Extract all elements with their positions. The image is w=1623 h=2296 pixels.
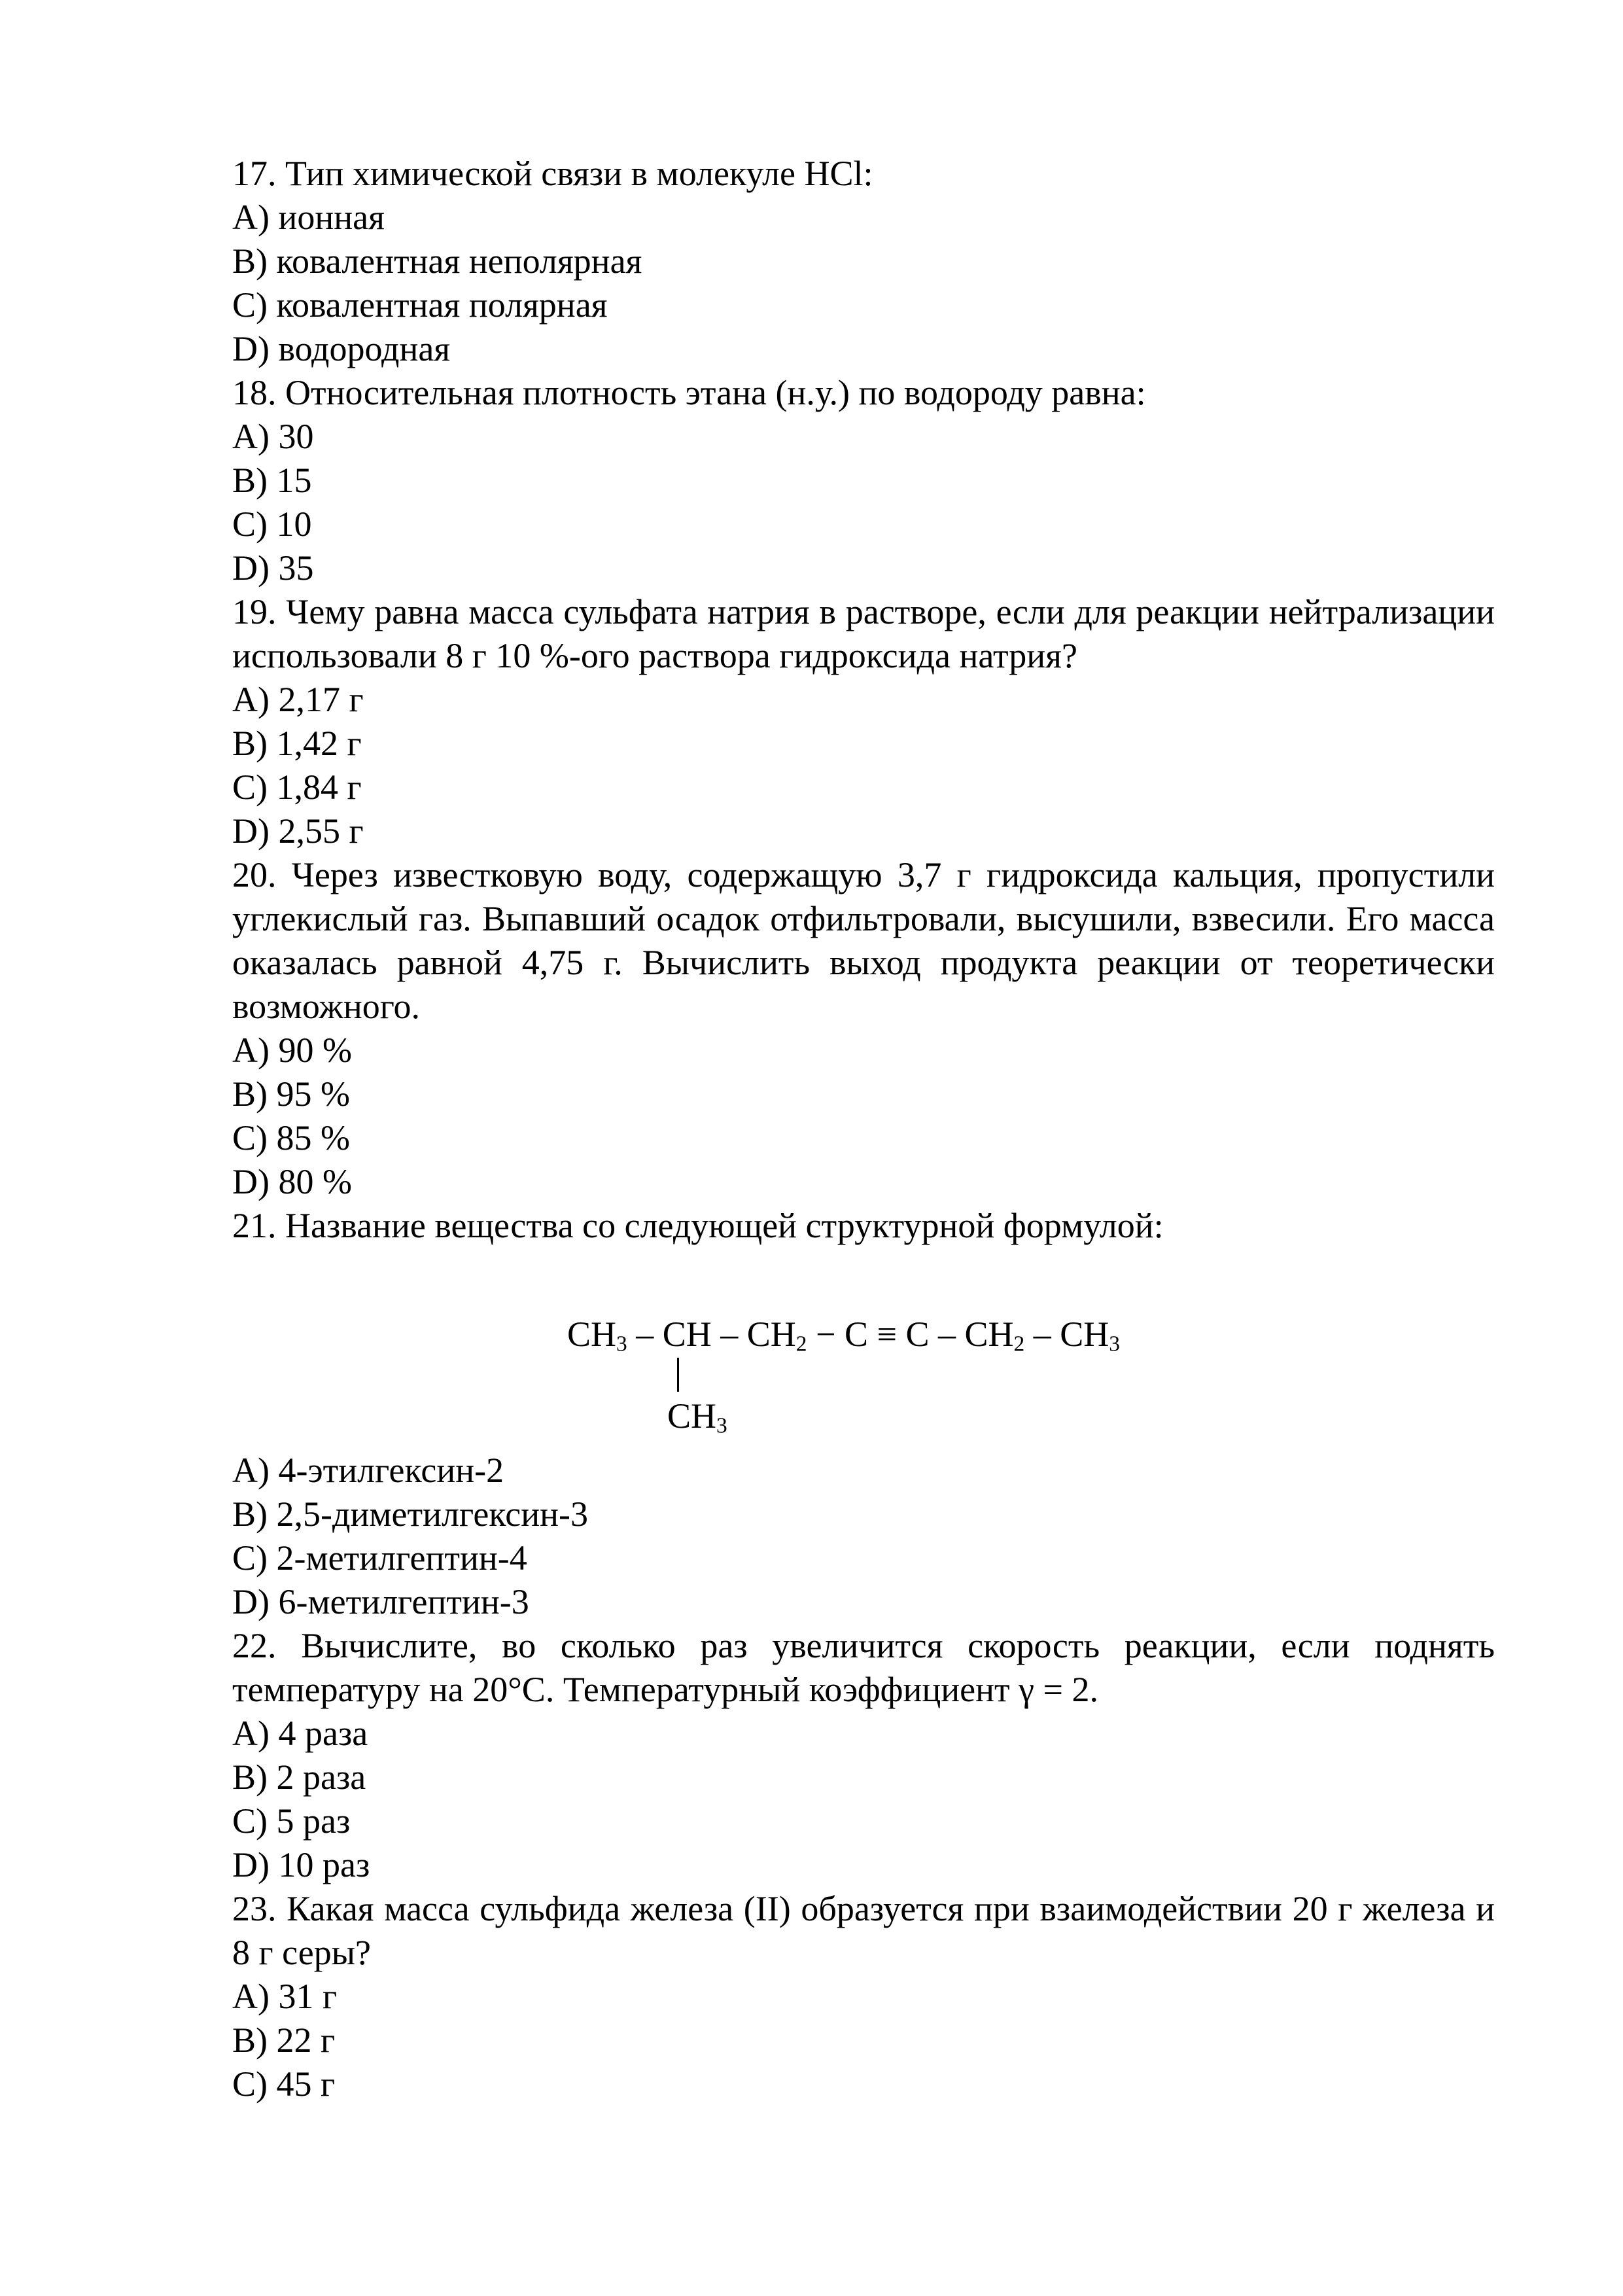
- option-23-c: C) 45 г: [232, 2064, 336, 2104]
- formula-ch2: CH: [964, 1315, 1014, 1354]
- option-22-b: B) 2 раза: [232, 1757, 366, 1797]
- formula-ch3: CH: [1060, 1315, 1109, 1354]
- option-19-c: C) 1,84 г: [232, 768, 362, 807]
- option-18-b: B) 15: [232, 461, 312, 500]
- option-20-d: D) 80 %: [232, 1162, 352, 1201]
- option-17-d: D) водородная: [232, 329, 451, 368]
- formula-bond: –: [711, 1315, 747, 1354]
- option-20-c: C) 85 %: [232, 1118, 350, 1157]
- option-20-b: B) 95 %: [232, 1074, 350, 1114]
- option-21-c: C) 2-метилгептин-4: [232, 1538, 527, 1578]
- formula-main-chain: [567, 1313, 1120, 1356]
- option-18-a: A) 30: [232, 417, 314, 456]
- formula-sub: 2: [1013, 1332, 1025, 1356]
- test-questions: [232, 152, 1495, 2106]
- formula-ch3: CH: [667, 1396, 717, 1436]
- formula-vertical-bond: [677, 1358, 679, 1392]
- question-22: 22. Вычислите, во сколько раз увеличится скорость реакции, если поднять температуру на 20°С. Температурный коэффициент γ = 2.: [232, 1626, 1495, 1709]
- formula-bond: –: [627, 1315, 663, 1354]
- option-21-a: A) 4-этилгексин-2: [232, 1451, 504, 1490]
- option-19-b: B) 1,42 г: [232, 724, 362, 763]
- formula-bond: –: [1024, 1315, 1060, 1354]
- option-20-a: A) 90 %: [232, 1031, 352, 1070]
- option-22-c: C) 5 раз: [232, 1801, 351, 1841]
- option-17-b: B) ковалентная неполярная: [232, 241, 642, 281]
- formula-bond: −: [807, 1315, 845, 1354]
- formula-triple-bond: ≡: [868, 1315, 906, 1354]
- option-17-a: A) ионная: [232, 198, 385, 237]
- formula-sub: 2: [795, 1332, 807, 1356]
- formula-sub: 3: [716, 1413, 727, 1438]
- option-18-d: D) 35: [232, 548, 314, 588]
- question-18: 18. Относительная плотность этана (н.у.) по водороду равна:: [232, 373, 1146, 412]
- formula-ch3: CH: [567, 1315, 617, 1354]
- formula-sub: 3: [1109, 1332, 1121, 1356]
- option-21-d: D) 6-метилгептин-3: [232, 1582, 529, 1621]
- option-22-a: A) 4 раза: [232, 1714, 368, 1753]
- option-19-d: D) 2,55 г: [232, 811, 364, 851]
- option-21-b: B) 2,5-диметилгексин-3: [232, 1494, 588, 1534]
- formula-bond: –: [929, 1315, 965, 1354]
- option-18-c: C) 10: [232, 504, 312, 544]
- formula-c: C: [844, 1315, 869, 1354]
- formula-sub: 3: [616, 1332, 627, 1356]
- formula-c: C: [905, 1315, 930, 1354]
- question-20: 20. Через известковую воду, содержащую 3,7 г гидроксида кальция, пропустили углекислый газ. Выпавший осадок отфильтровали, высушили, взвесили. Его масса оказалась равной 4,75 г. Вычислить выход продукта реакции от теоретически возможного.: [232, 855, 1495, 1026]
- option-22-d: D) 10 раз: [232, 1845, 370, 1884]
- option-17-c: C) ковалентная полярная: [232, 285, 608, 325]
- question-23: 23. Какая масса сульфида железа (II) образуется при взаимодействии 20 г железа и 8 г серы?: [232, 1889, 1495, 1972]
- option-23-b: B) 22 г: [232, 2021, 336, 2060]
- structural-formula: [232, 1248, 1495, 1449]
- option-23-a: A) 31 г: [232, 1977, 338, 2016]
- option-19-a: A) 2,17 г: [232, 680, 364, 719]
- formula-ch: CH: [662, 1315, 712, 1354]
- question-21: 21. Название вещества со следующей структурной формулой:: [232, 1206, 1164, 1245]
- formula-ch2: CH: [746, 1315, 796, 1354]
- formula-branch: [667, 1394, 727, 1438]
- question-19: 19. Чему равна масса сульфата натрия в растворе, если для реакции нейтрализации использовали 8 г 10 %-ого раствора гидроксида натрия?: [232, 592, 1495, 675]
- question-17: 17. Тип химической связи в молекуле HCl:: [232, 154, 873, 193]
